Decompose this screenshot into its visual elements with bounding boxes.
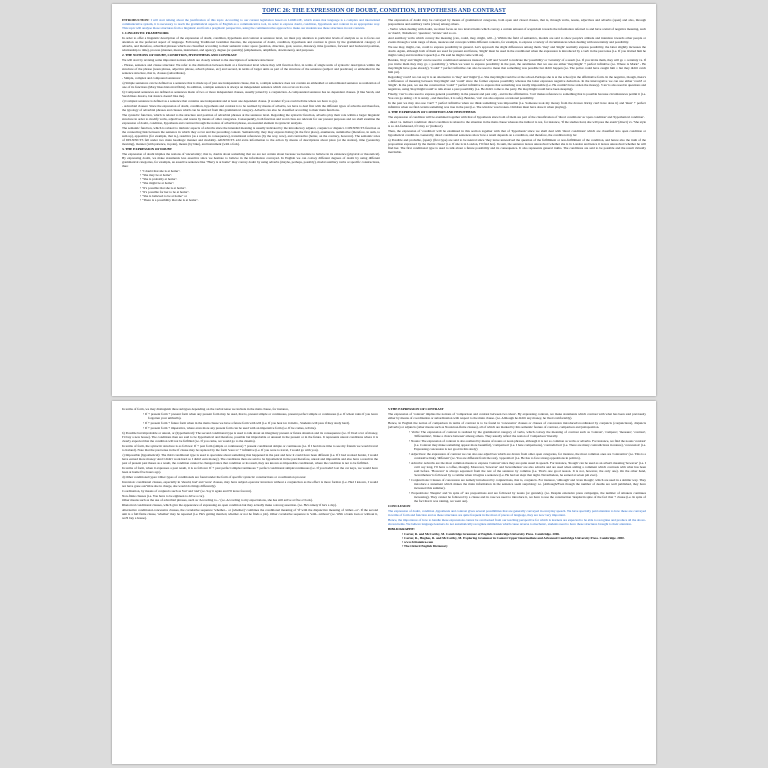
section-heading: 2. THE NOTIONS OF DOUBT, CONDITION, HYPOTHESIS AND CONTRAST xyxy=(122,53,237,58)
document-page-1 xyxy=(112,4,656,396)
list-item: • If + present form + future form when in the main clause we have a future form with will (i.e. If you heat ice it melts , Students will pass if they study hard). xyxy=(143,420,350,425)
paragraph: b) Possible but improbable or unreal, or (hypothetical): The second conditional type is used to talk about an imaginary present or future situation and its consequence (i.e. If I had a lot of money, I'd buy a new house). The conditions then are said to be hypothetical and therefore, possible but improbable or unusual in the present or in the future. It represents unreal conditions where it is clearly expected that the condition will not be fulfilled (i.e. If you came, we would go to the cinema). xyxy=(122,430,378,443)
example-sentence: • "She is believed to be at home" or xyxy=(140,193,187,198)
paragraph xyxy=(122,18,380,30)
list-item: • Nouns: The expression of contrast is also realized by means of nouns or noun phrases, although it is not so common as verbs or adverbs. For instance, we find the nouns 'contrast' (i.e. Contrast may make something appear more beautiful), 'comparison' (i.e. I hate comparisons), 'contradiction' (i.e. There are many contradictions in nature), 'concession' (i.e. Expressing concession is not good in this study) xyxy=(409,438,646,452)
conclusion-paragraph: The expression of doubt, condition ,hypothesis and contrast gives several possibilities that are generally conveyed in everyday speech. We have specially paid attention to how these are conveyed in terms of form and function and as these structures are quite frequent in the most of pieces of language, they are now very important. xyxy=(388,509,646,518)
example-sentence: • "There is a possibility that she is at home". xyxy=(140,197,199,202)
paragraph: d) Other conditional types: Other types of conditionals are found under the form of specific syntactic constructions or coordination process: xyxy=(122,474,307,479)
paragraph: - Verbs: when dealing with doubt, we must focus on two lexical items which convey a certain amount of scepticism towards the information referred to and have a kind of negative meaning, such as 'doubt', 'disbelieve', 'question', 'review' and so on. xyxy=(388,26,646,36)
paragraph: The syntactic function, which is related to the structure and position of adverbial phrases at the sentence level. Regarding the syntactic function, adverbs play their role within a larger linguistic structure in order to modify verbs, adjectives, and nouns by means of other categories. Consequently, both function and word class are relevant for our present purposes and we shall examine the expression of doubt, condition, hypothesis and contrast through the notion of adverbial phrase, an essential element in syntactic analysis. xyxy=(122,112,380,125)
list-item: • Adjectives: the expression of contrast we can also use adjectives which are drawn from other open categories, for instance, the most common ones are 'contrastive' (i.e. This is a contrastive link), 'different' (i.e. You are different from the rest), 'opposition' (i.e. He has to face strong oppositions in politics). xyxy=(409,451,646,461)
paragraph: Alternative conditional-concessive clauses, the correlative sequence 'whether... or (whether)' combines the conditional meaning of 'if' with the disjunctive meaning of 'either...or'. If the second unit is a full finite clause, 'whether' may be repeated (i.e. He's getting married, whether or not he finds a job). Other correlative sequence is 'with...without' (i.e. With a bank loan or without it, we'll buy a house). xyxy=(122,508,378,521)
example-sentence: • "She is probably at home". xyxy=(140,177,178,182)
page1-column-right xyxy=(388,18,646,155)
paragraph: - direct vs. indirect condition: direct condition is related to the situation in the main clause whereas the indirect is not, for instance, 'If the studies hard, she will pass the exam' (direct) vs. 'She style is so old-fashioned, if I may so' (indirect). xyxy=(388,120,646,129)
page1-column-left xyxy=(122,18,380,202)
paragraph: Coordination, by means of conjuncts such as 'but' and 'and' (i.e. Say it again and I'll leave forever). xyxy=(122,488,252,493)
paragraph: - Phrase, sentence and clause structure: We refer to the distinction between them at a functional level where they will function first, in terms of single units of syntactic description within the structure of the phrase (noun phrase, adjective phrase, adverb phrase, etc) and second, in terms of larger units as part of the structure of the sentence (subject and predicate) or embedded in the sentence structure, that is, clauses (subordinate). xyxy=(122,62,380,76)
page2-column-left xyxy=(122,407,378,521)
page-title: TOPIC 26: THE EXPRESSION OF DOUBT, CONDITION, HYPOTHESIS AND CONTRAST xyxy=(262,8,506,14)
conclusion-paragraph: Hence, the importance of how to handle these expressions cannot be overlooked from our teaching perspective for which is learners are expected to be able to recognise and produce all the above-shown items. We believe language learners do not automatically recognize similarities which cause reverse to mechanic, students need to have these structures brought to their attention. xyxy=(388,518,646,527)
example-sentence: • "She might be at home". xyxy=(140,181,175,186)
paragraph: Then, the expression of 'condition' will be examined in this section together with that of 'hypothesis' since we shall deal with 'direct conditions' which are classified into open condition or hypothetical conditions. Generally, direct conditional sentences show how a result depends on a condition, and therefore, the condition may be: xyxy=(388,129,646,138)
paragraph: Regarding 'could' we can say it is an alternative to 'may' and 'might' (i.e. She may/might/could be at the school-Perhaps she is at the school) in the affirmative form. In the negative, though, there's a difference of meaning between 'may/might' and 'could' since the former express possibility whereas the latter expresses negative deduction. In the interrogative we can use either 'could' or 'might'. In the past, we use the construction 'could' + perfect infinitive to express that something was totally impossible (i.e. He couldn't have stolen the money). 'Can' is also used in questions and negatives, using 'may/might/could' to talk about a past possibility (i.e. He didn't come to the party. He may/might/could have been sleeping). xyxy=(388,75,646,92)
section-heading: 4. THE EXPRESSION OF CONDITION AND HYPOTHESIS xyxy=(388,110,476,115)
paragraph: In terms of form, we may distinguish three subtypes depending on the verbal tense we include in the main clause, for instance, xyxy=(122,407,289,411)
section-heading: 1. LINGUISTIC FRAMEWORK xyxy=(122,31,169,36)
paragraph: The expression of doubt may be conveyed by means of grammatical categories, both open and closed classes, that is, through verbs, nouns, adjectives and adverbs (open) and also, through prepositions and auxiliary verbs (close) among others. xyxy=(388,18,646,27)
paragraph: Other means such as the use of adverbial phrases, such as 'According to...' (i.e. According to my expectations, she has still arrive at five o'clock). xyxy=(122,498,313,503)
section-heading: BIBLIOGRAPHY: xyxy=(388,527,415,532)
section-heading: 5.THE EXPRESSION OF CONTRAST xyxy=(388,407,444,411)
paragraph: b) Compound sentences are defined as sentences made of two or more independent clauses, usually joined by a conjunction. A compounded sentence has no dependent clauses. (I like Sarah, and Sarah likes Jessica, but Jessica doesn't like me). xyxy=(122,89,380,98)
page2-column-right xyxy=(388,407,646,548)
bibliography-item: • The Oxford English Dictionary xyxy=(402,544,448,549)
paragraph: - Adverbial clauses: Since the expression of doubt, condition, hypothesis and contrast is to be realized by means of adverbs, we have to deal first with the different types of adverbs and therefore, the typology of adverbial phrases and clauses which can be derived from this grammatical category. Adverbs can also be classified according to their main functions. xyxy=(122,103,380,112)
paragraph: In terms of form, when it expresses a past result, it is as follows: If + past perfect simple/continuous + perfect conditional simple/continuous (i.e. If you hadn't lost the car keys, we would have been at home five hours ago). xyxy=(122,465,378,474)
paragraph: Non-finite clauses (i.e. You have to be eighteen to drive a car). xyxy=(122,493,205,498)
document-page-2 xyxy=(112,401,656,764)
paragraph: The expression of condition will be examined together with that of hypothesis since both of them are part of the classification of 'direct conditions' as 'open condition' and 'hypothetical condition'. xyxy=(388,115,645,120)
list-item: • Prepositions: 'Despite' and 'in spite of' are prepositions and are followed by nouns (or gerunds). (i.e. Despite extensive press campaigns, the number of smokers continues increasing). They cannot be followed by a clause and in case we need to introduce it, we have to use the construction 'despite/in spite of the fact that + clause (i.e. In spite of the fact that it was raining, we went out). xyxy=(409,491,646,504)
paragraph: a) Simple sentences can be defined as a sentence that is made up of just one independent clause, that is, a simple sentence does not contain an embedded or subordinated sentence as realization of one of its functions (Mary likes historical films). In addition, a simple sentence is always an independent sentence which can occur on its own. xyxy=(122,80,380,89)
list-item: • If + present form + present form when any present form may be used, that is, present simple or continuous, present perfect simple or continuous (i.e. If wheat rains if you leave forgotten your umbrella). xyxy=(143,411,378,420)
paragraph: In terms of form, the syntactic structure is as follows: If + past form (simple or continuous) + present conditional simple or continuous (i.e. If I had more time to see my friends we would travel to Ireland). Note that the past tense in the if clause may be replaced by the form 'were to' + infinitive (i.e. If you were to travel, I would go with you). xyxy=(122,443,378,452)
paragraph: c) Complex sentence is defined as a sentence that contains one independent and at least one dependent clause. (I wonder if you could tell me where we have to go). xyxy=(122,98,338,103)
paragraph: a) Possible and probable, (open): (first type) are said to be neutral since 'they leave unresolved the question of the fulfillment or non-fulfillment of the condition, and hence also the truth of the proposition expressed by the matrix clause' (i.e. If she is in London, I'll find her). In sum, the sentence leaves unresolved whether she is in London and hence it leaves unresolved whether he will find her. The first conditional type is used to talk about a future possibility and its consequence. It also represents general truths. The conditions are said to be possible and the result virtually inevitable. xyxy=(388,138,646,155)
paragraph: Finally, 'can' is also used to express general possibility in the present and past only , and in the affirmative. 'Can' makes reference to something that is possible because circumstances permit it (i.e. You can go skiing = It is sunny , and therefore, it is safe). Besides, 'can' can also express occasional possibility. xyxy=(388,92,646,101)
bibliography-item: • Carter, R., Hughes, R. and McCarthy, M. Exploring Grammar in Context Upper Intermediate and Advanced Cambridge University Press. Cambridge. 2000. xyxy=(402,536,625,541)
paragraph: c) Impossible (hypothetical): The third conditional type is used to speculate about something that happened in the past and how it could have been different (i.e. If I had worked harder, I would have earned more money/ And I didn't work hard so I didn't earn money). The conditions then are said to be hypothetical in the past therefore, unreal and impossible and also have a result in the past of present past theses as a result, the condition cannot be changed since that condition or its result, they are known as impossible conditional, where the condition is not to be fulfilled. xyxy=(122,452,378,465)
intro-text: I will start talking about the justification of this topic. According to our current legislation based on LOMLOE, which states that language is a complex and interrelated communicative system, it is necessary to teach the grammatical aspects of English as a communicative tool, in order to express doubt, condition, hypothesis and contrast in an appropriate way. This topic will analyse those structures from a linguistic and from a pragmatic perspective, using the communicative approach to make our students use these structures in real contexts. xyxy=(122,18,380,31)
paragraph: The expression of doubt implies the notions of 'uncertainty', that is, doubts about something that we are not certain about because we hesitate to believe in its existence (physical or theoretical). By expressing doubt, we make statements less assertive since we hesitate to believe in the information conveyed. In English we can convey different degrees of doubt by using different grammatical categories, for example, an assertive sentence like "Harry is at home" may convey doubt by using adverbs (maybe, perhaps, possibly), modal auxiliary verbs or specific constructions, thus: xyxy=(122,151,380,169)
list-item: • Conjunctions: Clauses of concession are namely introduced by conjunctions, that is, conjuncts. For instance, 'although' and 'even though', which are used in a similar way. They introduce a statement which makes the main information in the sentence seem surprising: i.e. (Although/Even though the number of deaths are well published, they have increased this summer). xyxy=(409,478,646,491)
list-item: • Verbs: The expression of contrast is realized by the grammatical category of verbs, which convey the meaning of contrast such as 'contrast', 'compare', 'measure', 'contrast', 'differentiate', 'make a choice between' among others. They usually reflect the notion of 'comparison' literally. xyxy=(409,429,646,438)
list-item: • Adverbs: Adverbs are the most common means to express 'contrast' since they are quite usual in speech. For instance, 'though' can be used as an adverb meaning 'however' (i.e. I can't say long, I'll have a coffee, though). Moreover, 'however' and 'nevertheless' are also adverbs and are used when adding a comment which contrasts with what has been said before. 'However' is always separated from the rest of the sentence by commas (i.e. That's one good reason. It is not, however, the only one). On the other hand, 'nevertheless' is followed by a comma when it begins a sentence (i.e. He had set slept that night. Nevertheless, he earned at seven pm ever). xyxy=(409,460,646,478)
paragraph: Rhetorical conditional clauses, which give the appearance of expressing an open condition but they actually make a strong assertion. (i.e. He's ninety if he's a day). xyxy=(122,503,337,508)
paragraph: The expression of 'contrast' implies the notions of 'comparison and contrast between two ideas'. By expressing contrast, we make statements which contrast with what has been said previously either by means of coordination or subordination with respect to the main clause. (i.e. Although he didn't any money, he lived comfortably). xyxy=(388,411,646,420)
example-sentence: • "It's possible that she is at home". xyxy=(140,185,187,190)
example-sentence: • "I doubt that she is at home". xyxy=(140,169,181,174)
paragraph: We will start by revising some important notions which are closely related to the description of sentence structures: xyxy=(122,58,274,63)
example-sentence: • "She may be at home". xyxy=(140,173,173,178)
section-heading: 3. THE EXPRESSION OF DOUBT xyxy=(122,147,172,152)
example-sentence: • "It's possible for her to be at home". xyxy=(140,189,190,194)
paragraph: - Simple, complex and compound sentences: xyxy=(122,76,181,80)
paragraph: In the past we may also use 'can't' + perfect infinitive when we think something was impossible (i.e. Someone took my money from the drawer. Ricky can't have done it) and 'must' + perfect infinitive when we find certain something was true in the past (i.e. The window was broken. Children must have done it when playing). xyxy=(388,101,646,110)
intro-heading: INTRODUCTION: xyxy=(122,18,151,22)
paragraph: And auxiliary verbs which convey the meaning (can, could, may, might, will...). Within the field of semantics, modals are said to show people's attitude and intention towards other people or events through a wide range of ideas, nuances and concepts within different contexts, for example, to express a variety of circumstances when dealing with uncertainty and possibility. xyxy=(388,35,646,45)
list-item: • If + present form + imperative, where even more any present form can be used with an imperative form (i.e. If he comes, tell me). xyxy=(143,425,317,430)
bibliography-item: • www.britannica.com xyxy=(402,540,434,545)
paragraph: We use may, might, can, could to express possibility in general. Let's approach the slight differences among them. 'may' and 'might' normally express possibility, the latter slightly increases the doubt. Again, although both of them are used for present and future, 'might' must be used in the conditional when the expression is introduced by a verb in the past tense (i.e. If you invited him he might come) and in indirect speech (i.e. He said he might come with us). xyxy=(388,44,646,58)
paragraph: Besides, 'may' and 'might' can be used in conditional sentences instead of 'will' and 'would' to indicate the 'possibility' or 'certainty' of a result (i.e. If you invite them, they will go = certainty vs. If you invite them they may go = possibility ). When we want to express possibility in the past, the auxiliaries that we use are either 'may/might' + perfect infinitive (i.e. Where is Mark? - He may/might have gone already). 'Could' + perfect infinitive can also be used to mean that something was possible but didn't happen (i.e. The police could have caught him = but they didn't catch him yet). xyxy=(388,58,646,75)
section-heading: CONCLUSION xyxy=(388,504,411,509)
bibliography-item: • Carter, R. and McCarthy, M. Cambridge Grammar of English. Cambridge University Press. Cambridge. 2006. xyxy=(402,531,560,536)
paragraph: Hence, in English the notion of comparison in terms of contrast is to be found in 'concessive' clauses or clauses of concession introduced/coordinated by conjuncts (conjunctions), disjuncts (adverbs) or adjuncts (other means such as Noun/non-finite clauses), all of which are marked by this semantic feature of contrast, comparison and juxtaposition. xyxy=(388,420,646,429)
paragraph: The semantic function, which is related to intrinsic aspects of adverbs since the intended meaning is usually indicated by the introductory adjunct, conjunct or disjunct. CONJUNCTS function as the connecting link between the sentence in which they occur and the preceding context. Semantically, they may express listing (in the first place), enumerate, summative (therefore, in sum, to sum up), appositive (for example, that is,), resultive (as a result, in consequence), transitional references (by the way, now), and contrastive (better, on the contrary, however). The semantic roles of DISJUNCTS fall under two main headings: manner and modality. ADJUNCTS add extra information to the action by means of descriptions about place (at the station), time (yesterday morning), manner (with patience, in pain), means (by bike), and instrument (with a fork). xyxy=(122,125,380,147)
paragraph: Inversion: conditional clauses, especially in 'should, had' and 'were' clauses, may have subject-operator inversion without a conjunction as the effect is more formal. (i.e. Had I known, I would not have gone out/Were she in charge, she would do things differently). xyxy=(122,479,378,488)
paragraph: In order to offer a linguistic description of the expression of doubt, condition, hypothesis and contrast at sentence level, we must pay attention to particular levels of analysis so as to focus our attention on the preferred aspect of language. Following Traditional Grammar theories, the expression of doubt, condition, hypothesis and contrast is given by the grammatical category of adverbs, and therefore, adverbial phrases which are classified according to their semantic roles: space (position, direction, goal, source, distance), time (position, forward and backward position, relationship to time), process (manner, means, instrument, and agency), degree (or quantity) (emphasisers, amplifiers, downtoners), and purposes. xyxy=(122,35,380,53)
